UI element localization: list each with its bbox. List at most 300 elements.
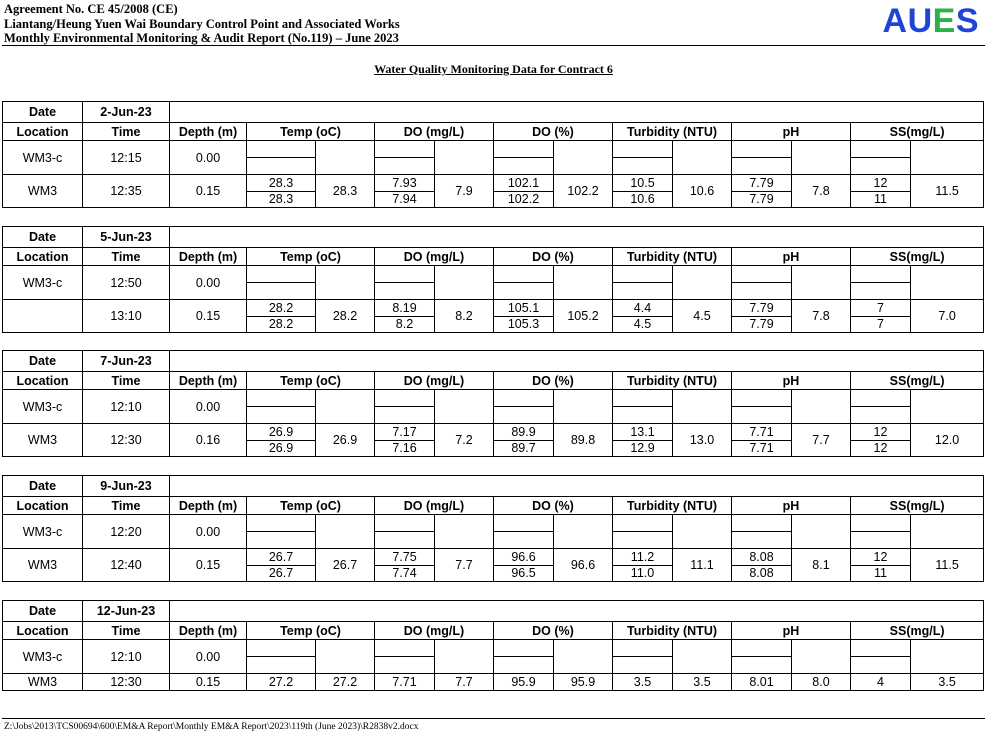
- sample-time: 12:50: [83, 266, 170, 300]
- turbidity-header: Turbidity (NTU): [613, 372, 732, 390]
- do-pct-reading-2: 89.7: [511, 441, 536, 455]
- sample-time: 12:20: [83, 515, 170, 549]
- water-quality-table: [2, 600, 984, 691]
- footer-divider: [2, 718, 985, 719]
- sample-time: 12:30: [83, 674, 170, 691]
- ph-reading-1: [732, 266, 792, 283]
- turbidity-readings: [613, 175, 673, 208]
- turbidity-average: 10.6: [673, 175, 732, 208]
- station-location: WM3-c: [3, 141, 83, 175]
- logo-letter-e: E: [932, 2, 956, 40]
- temp-average: 28.2: [316, 300, 375, 333]
- sample-depth: 0.00: [170, 390, 247, 424]
- monitoring-block-2: [2, 226, 983, 333]
- date-value: 7-Jun-23: [83, 351, 170, 372]
- station-location: WM3: [3, 424, 83, 457]
- do-mgl-readings: [375, 300, 435, 333]
- ss-readings: [851, 549, 911, 582]
- turbidity-average: [673, 141, 732, 175]
- location-header: Location: [3, 123, 83, 141]
- temp-reading-2: 26.9: [268, 441, 294, 455]
- do-mgl-readings: [375, 549, 435, 582]
- do-pct-average: [554, 266, 613, 300]
- temp-reading-1: [247, 515, 316, 532]
- monitoring-station-row: [3, 549, 984, 582]
- do-mgl-average: [435, 141, 494, 175]
- ss-average: 7.0: [911, 300, 984, 333]
- ss-reading-1: [851, 141, 911, 158]
- temp-reading-1: 28.3: [247, 175, 315, 192]
- turbidity-reading-2: [613, 657, 673, 674]
- ss-reading-1: [851, 266, 911, 283]
- ss-reading-1: 12: [851, 549, 910, 566]
- turbidity-reading: 3.5: [613, 674, 673, 691]
- ph-readings: [732, 549, 792, 582]
- temp-reading-1: [247, 141, 316, 158]
- column-header-row: [3, 497, 984, 515]
- column-header-row: [3, 123, 984, 141]
- ph-reading-2: [732, 532, 792, 549]
- ph-header: pH: [732, 123, 851, 141]
- water-quality-table: [2, 350, 984, 457]
- do-pct-reading-1: 102.1: [494, 175, 553, 192]
- turbidity-reading-1: [613, 515, 673, 532]
- monitoring-block-4: [2, 475, 983, 582]
- ph-header: pH: [732, 497, 851, 515]
- monitoring-station-row: [3, 300, 984, 333]
- header-divider: [2, 45, 985, 46]
- do-pct-reading: 95.9: [494, 674, 554, 691]
- temp-header: Temp (oC): [247, 248, 375, 266]
- sample-depth: 0.15: [170, 549, 247, 582]
- depth-header: Depth (m): [170, 372, 247, 390]
- turbidity-average: 13.0: [673, 424, 732, 457]
- temp-reading-2: [247, 283, 316, 300]
- do-mgl-average: [435, 266, 494, 300]
- temp-readings: [247, 549, 316, 582]
- temp-average: [316, 141, 375, 175]
- station-location: WM3: [3, 549, 83, 582]
- sample-depth: 0.15: [170, 674, 247, 691]
- ph-header: pH: [732, 372, 851, 390]
- column-header-row: [3, 248, 984, 266]
- location-header: Location: [3, 622, 83, 640]
- do-pct-reading-1: 89.9: [494, 424, 553, 441]
- do-mgl-reading-2: 7.94: [392, 192, 417, 206]
- ss-reading-1: [851, 640, 911, 657]
- ss-header: SS(mg/L): [851, 497, 984, 515]
- temp-reading-2: 26.7: [268, 566, 294, 580]
- ph-average: [792, 640, 851, 674]
- do-mgl-reading-1: 7.93: [375, 175, 434, 192]
- sample-time: 13:10: [83, 300, 170, 333]
- ss-reading-2: 12: [873, 441, 888, 455]
- temp-reading-2: [247, 657, 316, 674]
- do-mgl-reading-1: [375, 266, 435, 283]
- turbidity-reading-1: [613, 141, 673, 158]
- do-pct-reading-2: 96.5: [511, 566, 536, 580]
- footer-file-path: Z:\Jobs\2013\TCS00694\600\EM&A Report\Monthly EM&A Report\2023\119th (June 2023)\R2838v2.docx: [4, 722, 419, 732]
- temp-average: [316, 640, 375, 674]
- do-mgl-header: DO (mg/L): [375, 622, 494, 640]
- ph-average: 8.1: [792, 549, 851, 582]
- ph-reading-2: 8.08: [749, 566, 774, 580]
- location-header: Location: [3, 372, 83, 390]
- do-mgl-reading-1: [375, 141, 435, 158]
- temp-reading-2: [247, 158, 316, 175]
- logo-letter-s: S: [955, 2, 979, 40]
- station-location: WM3-c: [3, 390, 83, 424]
- do-pct-reading-1: [494, 390, 554, 407]
- date-row: [3, 476, 984, 497]
- ph-reading-2: [732, 657, 792, 674]
- ph-reading-1: [732, 515, 792, 532]
- time-header: Time: [83, 248, 170, 266]
- ph-header: pH: [732, 248, 851, 266]
- ph-reading-1: 8.08: [732, 549, 791, 566]
- ss-reading-1: 7: [851, 300, 910, 317]
- turbidity-reading-1: [613, 640, 673, 657]
- ph-average: 7.8: [792, 300, 851, 333]
- ss-reading-2: [851, 532, 911, 549]
- turbidity-reading-2: 10.6: [630, 192, 655, 206]
- report-name: Monthly Environmental Monitoring & Audit Report (No.119) – June 2023: [4, 31, 399, 45]
- do-mgl-reading-1: 8.19: [375, 300, 434, 317]
- ss-reading-1: 12: [851, 175, 910, 192]
- do-mgl-reading-2: 7.74: [392, 566, 417, 580]
- date-row-blank: [170, 227, 984, 248]
- do-mgl-reading-2: [375, 283, 435, 300]
- do-mgl-readings: [375, 175, 435, 208]
- ph-readings: [732, 175, 792, 208]
- temp-reading-1: 26.9: [247, 424, 315, 441]
- do-pct-average: 89.8: [554, 424, 613, 457]
- turbidity-readings: [613, 300, 673, 333]
- time-header: Time: [83, 123, 170, 141]
- sample-depth: 0.16: [170, 424, 247, 457]
- depth-header: Depth (m): [170, 622, 247, 640]
- depth-header: Depth (m): [170, 123, 247, 141]
- station-location: WM3-c: [3, 266, 83, 300]
- ph-reading-1: 7.71: [732, 424, 791, 441]
- ss-header: SS(mg/L): [851, 123, 984, 141]
- temp-header: Temp (oC): [247, 497, 375, 515]
- ss-header: SS(mg/L): [851, 372, 984, 390]
- do-pct-readings: [494, 549, 554, 582]
- sample-depth: 0.00: [170, 640, 247, 674]
- monitoring-station-row: [3, 175, 984, 208]
- date-row-blank: [170, 601, 984, 622]
- ss-header: SS(mg/L): [851, 248, 984, 266]
- ph-reading-2: [732, 158, 792, 175]
- location-header: Location: [3, 248, 83, 266]
- control-station-row: [3, 515, 984, 532]
- turbidity-reading-1: 4.4: [613, 300, 672, 317]
- do-mgl-reading-1: [375, 515, 435, 532]
- turbidity-header: Turbidity (NTU): [613, 622, 732, 640]
- time-header: Time: [83, 622, 170, 640]
- temp-reading-1: [247, 266, 316, 283]
- temp-average: 26.9: [316, 424, 375, 457]
- do-mgl-average: 7.2: [435, 424, 494, 457]
- ss-average: [911, 640, 984, 674]
- sample-time: 12:35: [83, 175, 170, 208]
- station-location: WM3-c: [3, 640, 83, 674]
- temp-header: Temp (oC): [247, 372, 375, 390]
- date-label: Date: [3, 351, 83, 372]
- ss-reading-2: 11: [874, 566, 887, 580]
- sample-depth: 0.15: [170, 300, 247, 333]
- do-pct-reading-1: [494, 141, 554, 158]
- turbidity-average: [673, 640, 732, 674]
- turbidity-reading-1: [613, 266, 673, 283]
- ss-reading-2: [851, 407, 911, 424]
- do-pct-average: 105.2: [554, 300, 613, 333]
- do-mgl-average: 8.2: [435, 300, 494, 333]
- do-pct-header: DO (%): [494, 248, 613, 266]
- turbidity-reading-2: [613, 532, 673, 549]
- do-pct-average: [554, 640, 613, 674]
- ss-average: [911, 390, 984, 424]
- date-row-blank: [170, 102, 984, 123]
- time-header: Time: [83, 372, 170, 390]
- temp-reading-2: [247, 407, 316, 424]
- temp-reading-1: [247, 640, 316, 657]
- turbidity-reading-2: [613, 158, 673, 175]
- date-label: Date: [3, 102, 83, 123]
- column-header-row: [3, 372, 984, 390]
- ss-readings: [851, 175, 911, 208]
- turbidity-reading-1: 10.5: [613, 175, 672, 192]
- monitoring-block-5: [2, 600, 983, 691]
- ph-average: [792, 266, 851, 300]
- sample-depth: 0.15: [170, 175, 247, 208]
- do-mgl-header: DO (mg/L): [375, 372, 494, 390]
- date-value: 9-Jun-23: [83, 476, 170, 497]
- do-mgl-reading-2: 7.16: [392, 441, 417, 455]
- do-pct-reading-1: 105.1: [494, 300, 553, 317]
- do-mgl-average: 7.9: [435, 175, 494, 208]
- turbidity-readings: [613, 424, 673, 457]
- temp-average: [316, 515, 375, 549]
- do-pct-reading-2: [494, 532, 554, 549]
- temp-readings: [247, 175, 316, 208]
- turbidity-reading-2: 11.0: [630, 566, 655, 580]
- ss-reading-2: 7: [877, 317, 884, 331]
- logo-letter-u: U: [907, 2, 933, 40]
- ph-average: [792, 515, 851, 549]
- do-mgl-reading-2: [375, 158, 435, 175]
- temp-reading-2: 28.3: [268, 192, 294, 206]
- do-pct-reading-1: [494, 515, 554, 532]
- ph-reading-1: [732, 640, 792, 657]
- do-mgl-average: 7.7: [435, 549, 494, 582]
- time-header: Time: [83, 497, 170, 515]
- ph-reading-1: 7.79: [732, 175, 791, 192]
- date-row: [3, 227, 984, 248]
- ph-average: [792, 390, 851, 424]
- do-pct-readings: [494, 424, 554, 457]
- do-mgl-reading-1: [375, 390, 435, 407]
- do-pct-reading-2: [494, 407, 554, 424]
- station-location: WM3-c: [3, 515, 83, 549]
- do-pct-average: 102.2: [554, 175, 613, 208]
- temp-header: Temp (oC): [247, 622, 375, 640]
- ss-reading-2: [851, 657, 911, 674]
- date-row-blank: [170, 476, 984, 497]
- temp-readings: [247, 300, 316, 333]
- do-pct-average: 96.6: [554, 549, 613, 582]
- do-pct-header: DO (%): [494, 622, 613, 640]
- turbidity-average: 4.5: [673, 300, 732, 333]
- turbidity-reading-2: [613, 283, 673, 300]
- control-station-row: [3, 390, 984, 407]
- do-pct-header: DO (%): [494, 123, 613, 141]
- date-label: Date: [3, 227, 83, 248]
- date-value: 12-Jun-23: [83, 601, 170, 622]
- temp-average: [316, 390, 375, 424]
- do-pct-average: [554, 141, 613, 175]
- ph-average: [792, 141, 851, 175]
- location-header: Location: [3, 497, 83, 515]
- station-location: [3, 300, 83, 333]
- date-row: [3, 102, 984, 123]
- temp-average: 28.3: [316, 175, 375, 208]
- ss-reading-2: 11: [874, 192, 887, 206]
- do-pct-reading-2: 105.3: [507, 317, 540, 331]
- ph-reading: 8.01: [732, 674, 792, 691]
- temp-reading-1: 28.2: [247, 300, 315, 317]
- control-station-row: [3, 141, 984, 158]
- do-mgl-average: [435, 515, 494, 549]
- turbidity-reading-2: [613, 407, 673, 424]
- turbidity-average: 3.5: [673, 674, 732, 691]
- ss-readings: [851, 300, 911, 333]
- do-pct-reading-1: [494, 266, 554, 283]
- page-title: Water Quality Monitoring Data for Contract 6: [374, 62, 613, 76]
- do-mgl-reading: 7.71: [375, 674, 435, 691]
- do-mgl-reading-2: [375, 532, 435, 549]
- monitoring-block-1: [2, 101, 983, 208]
- do-pct-reading-2: [494, 283, 554, 300]
- temp-average: 27.2: [316, 674, 375, 691]
- control-station-row: [3, 640, 984, 657]
- ph-reading-1: 7.79: [732, 300, 791, 317]
- date-value: 2-Jun-23: [83, 102, 170, 123]
- sample-time: 12:40: [83, 549, 170, 582]
- do-mgl-reading-1: 7.75: [375, 549, 434, 566]
- do-pct-header: DO (%): [494, 372, 613, 390]
- ss-header: SS(mg/L): [851, 622, 984, 640]
- sample-time: 12:15: [83, 141, 170, 175]
- turbidity-header: Turbidity (NTU): [613, 123, 732, 141]
- do-pct-header: DO (%): [494, 497, 613, 515]
- ss-average: 11.5: [911, 175, 984, 208]
- station-location: WM3: [3, 175, 83, 208]
- ph-reading-2: [732, 283, 792, 300]
- ph-reading-2: [732, 407, 792, 424]
- turbidity-readings: [613, 549, 673, 582]
- turbidity-average: [673, 266, 732, 300]
- temp-reading-1: 26.7: [247, 549, 315, 566]
- turbidity-average: [673, 515, 732, 549]
- do-mgl-reading-2: 8.2: [395, 317, 414, 331]
- temp-readings: [247, 424, 316, 457]
- depth-header: Depth (m): [170, 497, 247, 515]
- turbidity-reading-1: 11.2: [613, 549, 672, 566]
- ss-reading-1: [851, 515, 911, 532]
- monitoring-station-row: [3, 674, 984, 691]
- turbidity-header: Turbidity (NTU): [613, 248, 732, 266]
- ss-readings: [851, 424, 911, 457]
- turbidity-reading-1: [613, 390, 673, 407]
- water-quality-table: [2, 475, 984, 582]
- do-mgl-average: [435, 390, 494, 424]
- ss-average: [911, 515, 984, 549]
- sample-time: 12:10: [83, 640, 170, 674]
- monitoring-station-row: [3, 424, 984, 457]
- station-location: WM3: [3, 674, 83, 691]
- document-header: [4, 2, 400, 46]
- turbidity-reading-2: 4.5: [633, 317, 652, 331]
- ss-average: 12.0: [911, 424, 984, 457]
- do-mgl-readings: [375, 424, 435, 457]
- do-pct-average: [554, 515, 613, 549]
- temp-reading-1: [247, 390, 316, 407]
- do-pct-reading-2: 102.2: [507, 192, 540, 206]
- do-mgl-header: DO (mg/L): [375, 497, 494, 515]
- ss-average: 3.5: [911, 674, 984, 691]
- ss-reading-1: 12: [851, 424, 910, 441]
- date-label: Date: [3, 476, 83, 497]
- do-pct-readings: [494, 175, 554, 208]
- ph-readings: [732, 300, 792, 333]
- turbidity-reading-2: 12.9: [630, 441, 655, 455]
- date-row-blank: [170, 351, 984, 372]
- monitoring-block-3: [2, 350, 983, 457]
- do-mgl-average: 7.7: [435, 674, 494, 691]
- turbidity-average: 11.1: [673, 549, 732, 582]
- ss-reading-2: [851, 283, 911, 300]
- temp-average: 26.7: [316, 549, 375, 582]
- agreement-number: Agreement No. CE 45/2008 (CE): [4, 2, 178, 16]
- temp-reading-2: [247, 532, 316, 549]
- sample-time: 12:30: [83, 424, 170, 457]
- ss-average: 11.5: [911, 549, 984, 582]
- project-name: Liantang/Heung Yuen Wai Boundary Control Point and Associated Works: [4, 16, 400, 31]
- do-pct-reading-1: [494, 640, 554, 657]
- ss-reading: 4: [851, 674, 911, 691]
- ph-average: 7.8: [792, 175, 851, 208]
- date-value: 5-Jun-23: [83, 227, 170, 248]
- ph-reading-2: 7.79: [749, 317, 774, 331]
- ph-reading-1: [732, 141, 792, 158]
- do-mgl-average: [435, 640, 494, 674]
- ph-header: pH: [732, 622, 851, 640]
- water-quality-table: [2, 101, 984, 208]
- do-mgl-header: DO (mg/L): [375, 248, 494, 266]
- logo-letter-a: A: [882, 2, 908, 40]
- sample-time: 12:10: [83, 390, 170, 424]
- water-quality-table: [2, 226, 984, 333]
- do-mgl-header: DO (mg/L): [375, 123, 494, 141]
- do-mgl-reading-1: 7.17: [375, 424, 434, 441]
- ph-reading-2: 7.79: [749, 192, 774, 206]
- sample-depth: 0.00: [170, 515, 247, 549]
- temp-average: [316, 266, 375, 300]
- turbidity-average: [673, 390, 732, 424]
- do-pct-reading-2: [494, 158, 554, 175]
